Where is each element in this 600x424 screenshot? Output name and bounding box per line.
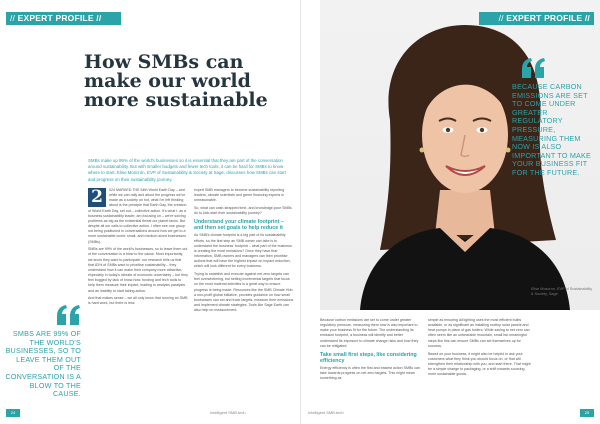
- paragraph: simple as ensuring all lighting uses the most efficient bulbs available, or as significant as installing rooftop solar panels and heat pumps in place of gas boilers. While saving to net zero can often seem like an unbearable mountain, small but meaningful steps like this can ensure SMBs can set themselves up for success.: [428, 318, 530, 348]
- banner-slashes: //: [96, 13, 102, 23]
- pull-quote: BECAUSE CARBON EMISSIONS ARE SET TO COME UNDER GREATER REGULATORY PRESSURE, MEASURING THEM NOW IS ALSO IMPORTANT TO MAKE YOUR BUSINESS FIT FOR THE FUTURE.: [512, 82, 592, 177]
- page-number: 24: [6, 409, 20, 417]
- body-column-3: [320, 318, 420, 413]
- pull-quote: SMBS ARE 99% OF THE WORLD'S BUSINESSES, SO TO LEAVE THEM OUT OF THE CONVERSATION IS A BLOW TO THE CAUSE.: [5, 329, 81, 399]
- paragraph: Energy efficiency is often the first and easiest action SMBs can take towards progress on net zero targets. This might mean something as: [320, 365, 420, 381]
- quote-icon: [55, 305, 81, 325]
- banner-label: EXPERT PROFILE: [503, 13, 585, 23]
- body-column-4: [428, 318, 532, 413]
- footer-publication: Intelligent SMB.tech: [308, 410, 344, 415]
- paragraph: Because carbon emissions are set to come under greater regulatory pressure, measuring them now is also important to make your business fit for the future. The understanding its emission footprint, a business will identify and better understand its exposure to climate change risks and how they can be mitigated.: [320, 318, 419, 348]
- section-banner-right: [479, 12, 594, 25]
- banner-slashes: //: [10, 13, 16, 23]
- body-column-1: [88, 188, 188, 410]
- photo-caption: Elise Moscrón, EVP of Sustainability & Society, Sage: [531, 287, 593, 296]
- body-column-2: [194, 188, 294, 410]
- article-headline: How SMBs can make our world more sustainable: [84, 51, 268, 111]
- article-standfirst: SMBs make up 99% of the world's businesses so it is essential that they are part of the conversation around sustainability. But with smaller budgets and fewer tech tools, it can be hard for SMBs to know where to start. Elise Moscrón, EVP of Sustainability & Society at Sage, discusses how SMBs can start and progress on their sustainability journey.: [88, 158, 286, 182]
- paragraph: And that makes sense – we all only know that running an SMB is hard work, but there is less: [88, 296, 188, 306]
- drop-cap: 2: [88, 188, 106, 207]
- banner-slashes: //: [584, 13, 590, 23]
- section-banner-left: [6, 12, 121, 25]
- quote-icon: [520, 58, 546, 78]
- paragraph: SMBs are 99% of the world's businesses, so to leave them out of the conversation is a blow to the cause. Most importantly, we know they want to participate: our research tells us that that 83% of SMBs want to prioritise sustainability – they understand how it can make their company more attractive, especially in today's climate of economic uncertainty – but they feel bogged by lack of know-how: funding and tech tools to help them measure their impact, leading to analysis paralysis and an inability to start taking action.: [88, 247, 188, 293]
- subheading: Take small first steps, like considering efficiency: [320, 351, 417, 364]
- banner-label: EXPERT PROFILE: [15, 13, 97, 23]
- page-number: 25: [580, 409, 594, 417]
- paragraph: Based on your business, it might also be helpful to ask your customers what they think you should focus on, or that will strengthen their relationship with you, and start there. That might be a simple change to packaging, or a shift towards sourcing more sustainable goods.: [428, 351, 531, 377]
- paragraph: expert SMB managers to become sustainability reporting leaders, climate scientists and green financing experts is unreasonable.: [194, 188, 285, 203]
- paragraph: 024 MARKED THE 54th World Earth Day – and while we can rally and about the progress we've made as a society on hot, what I'm left thinking about is the principle that Earth Day, the creation of World Earth Day, set out – collective action. It's what I, as a business sustainability leader, am focusing on – we're solving problems as big as the existential threat our planet faces. But despite all our calls to collective action, I often see one group not being positioned in conversations around how we get to a more sustainable world: small- and medium-sized businesses (SMBs).: [88, 188, 187, 244]
- banner-slashes: //: [498, 13, 504, 23]
- paragraph: So, what can cash-strapped time- and knowledge-poor SMBs do to kick-start their sustainability journey?: [194, 206, 292, 216]
- paragraph: As SMB's climate footprint is a big part of its sustainability efforts, so the first step an SMB owner can take is to understand the business' footprint – what part of the business is creating the most emissions? Once they have that information, SMB owners and managers can then prioritise actions that will have the highest impact on impact reduction, which will look different for every business.: [194, 233, 292, 269]
- paragraph: Trying to establish and execute against net zero targets can feel overwhelming, but setting incremental targets that focus on the most material activities is a great way to ensure progress is being made. Resources like the SMB Climate Hub, a non-profit global initiative, provides guidance on how small businesses can set and track targets, measure their emissions and implement climate strategies. Tools like Sage Earth can also help on measurement.: [194, 272, 294, 313]
- subheading: Understand your climate footprint – and then set goals to help reduce it: [194, 218, 284, 232]
- footer-publication: Intelligent SMB.tech: [210, 410, 246, 415]
